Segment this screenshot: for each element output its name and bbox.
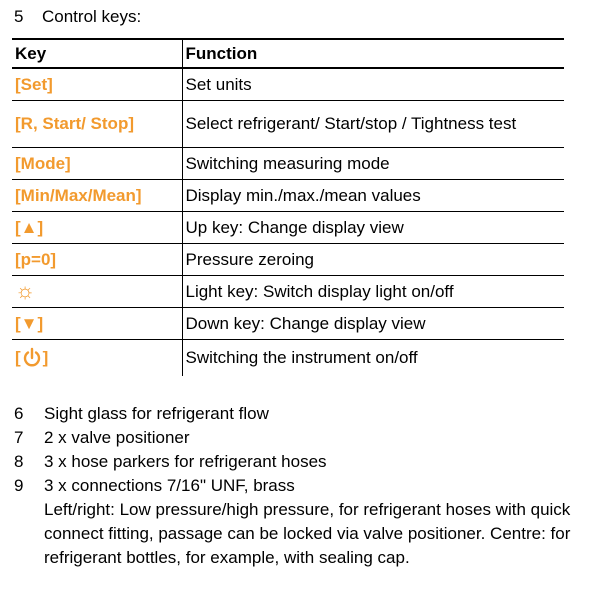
table-row [12, 340, 564, 377]
item-text: Left/right: Low pressure/high pressure, for refrigerant hoses with quick connect fitting, passage can be locked via valve positioner. Centre: for refrigerant bottles, for example, with sealing cap. [44, 500, 571, 567]
table-row [12, 101, 564, 148]
power-icon [22, 347, 42, 369]
key-cell [12, 340, 182, 377]
table-header-row [12, 39, 564, 68]
function-cell: Up key: Change display view [182, 212, 564, 244]
table-row [12, 212, 564, 244]
heading-text: Control keys: [42, 7, 142, 26]
table-row [12, 148, 564, 180]
list-item [14, 498, 574, 570]
item-number: 7 [14, 428, 24, 447]
list-item [14, 426, 574, 450]
item-number: 6 [14, 404, 24, 423]
function-cell: Pressure zeroing [182, 244, 564, 276]
key-cell: [R, Start/ Stop] [12, 101, 182, 148]
item-number [14, 498, 44, 570]
column-header-key: Key [12, 39, 182, 68]
list-item [14, 450, 574, 474]
table-row [12, 180, 564, 212]
numbered-list [14, 402, 574, 570]
item-text: 3 x connections 7/16" UNF, brass [44, 476, 295, 495]
key-cell: [p=0] [12, 244, 182, 276]
bracket-open: [ [15, 348, 21, 367]
list-item [14, 474, 574, 498]
key-cell: [▼] [12, 308, 182, 340]
function-cell: Switching the instrument on/off [182, 340, 564, 377]
item-number: 9 [14, 476, 24, 495]
key-cell [12, 276, 182, 308]
bracket-close: ] [42, 348, 49, 367]
function-cell: Display min./max./mean values [182, 180, 564, 212]
light-sun-icon: ☼ [15, 278, 36, 303]
key-cell: [Mode] [12, 148, 182, 180]
column-header-function: Function [182, 39, 564, 68]
item-text: 2 x valve positioner [44, 428, 190, 447]
function-cell: Select refrigerant/ Start/stop / Tightness test [182, 101, 564, 148]
function-cell: Switching measuring mode [182, 148, 564, 180]
item-number: 8 [14, 452, 24, 471]
item-text: Sight glass for refrigerant flow [44, 404, 269, 423]
function-cell: Set units [182, 68, 564, 101]
table-row [12, 68, 564, 101]
key-cell: [Set] [12, 68, 182, 101]
item-text: 3 x hose parkers for refrigerant hoses [44, 452, 327, 471]
function-cell: Light key: Switch display light on/off [182, 276, 564, 308]
function-cell: Down key: Change display view [182, 308, 564, 340]
table-row [12, 244, 564, 276]
table-row [12, 308, 564, 340]
list-item [14, 402, 574, 426]
section-heading [14, 6, 141, 28]
heading-number: 5 [14, 7, 24, 26]
table-row [12, 276, 564, 308]
key-cell: [Min/Max/Mean] [12, 180, 182, 212]
control-keys-table [12, 38, 564, 376]
key-cell: [▲] [12, 212, 182, 244]
